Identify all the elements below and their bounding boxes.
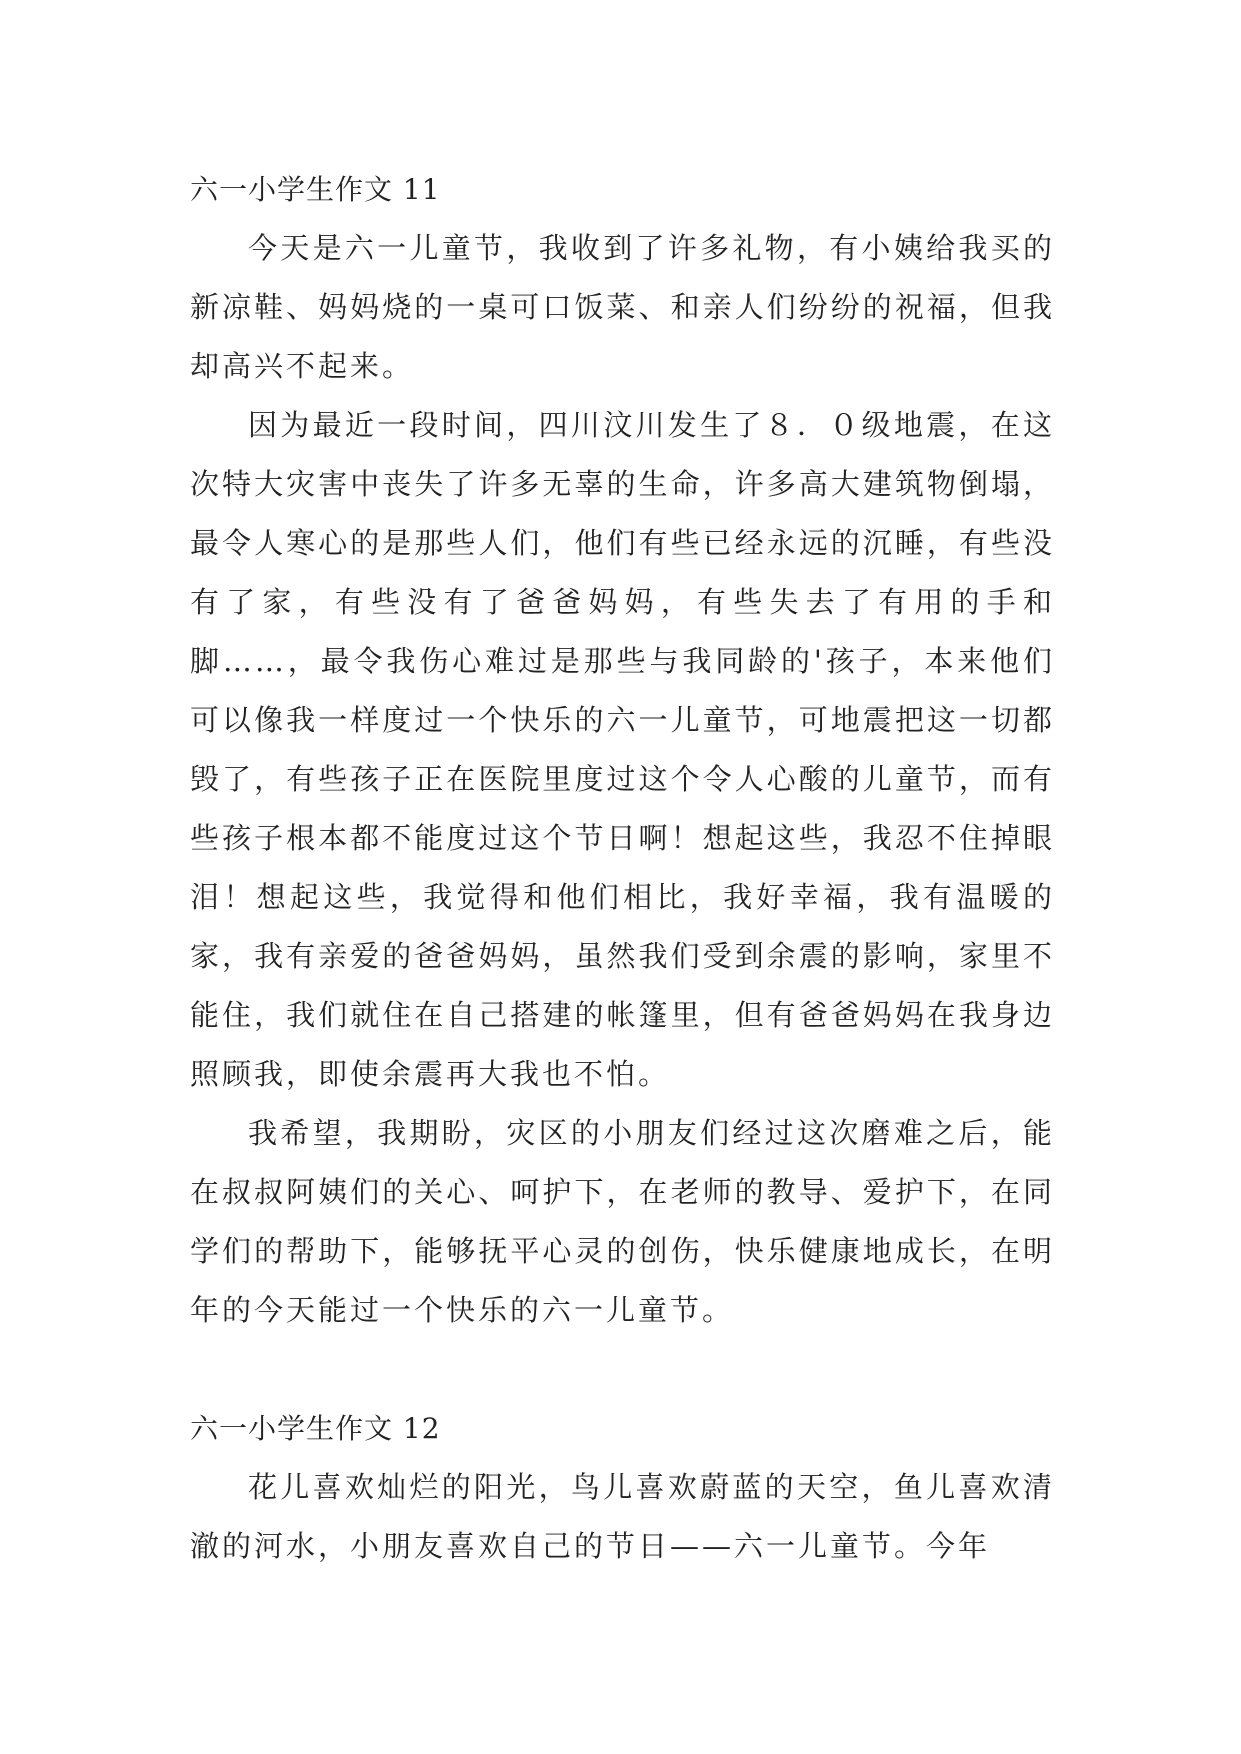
essay-paragraph: 因为最近一段时间，四川汶川发生了８．０级地震，在这次特大灾害中丧失了许多无辜的生命，许多高大建筑物倒塌，最令人寒心的是那些人们，他们有些已经永远的沉睡，有些没有了家，有些没有了爸爸妈妈，有些失去了有用的手和脚……，最令我伤心难过是那些与我同龄的'孩子，本来他们可以像我一样度过一个快乐的六一儿童节，可地震把这一切都毁了，有些孩子正在医院里度过这个令人心酸的儿童节，而有些孩子根本都不能度过这个节日啊！想起这些，我忍不住掉眼泪！想起这些，我觉得和他们相比，我好幸福，我有温暖的家，我有亲爱的爸爸妈妈，虽然我们受到余震的影响，家里不能住，我们就住在自己搭建的帐篷里，但有爸爸妈妈在我身边照顾我，即使余震再大我也不怕。: [190, 408, 1055, 1091]
essay-paragraph: 今天是六一儿童节，我收到了许多礼物，有小姨给我买的新凉鞋、妈妈烧的一桌可口饭菜、和亲人们纷纷的祝福，但我却高兴不起来。: [190, 231, 1055, 383]
document-content: [190, 160, 1055, 1576]
essay-paragraph: 花儿喜欢灿烂的阳光，鸟儿喜欢蔚蓝的天空，鱼儿喜欢清澈的河水，小朋友喜欢自己的节日——六一儿童节。今年: [190, 1470, 1055, 1563]
essay-paragraph: 我希望，我期盼，灾区的小朋友们经过这次磨难之后，能在叔叔阿姨们的关心、呵护下，在老师的教导、爱护下，在同学们的帮助下，能够抚平心灵的创伤，快乐健康地成长，在明年的今天能过一个快乐的六一儿童节。: [190, 1116, 1055, 1327]
essay-11: [190, 160, 1055, 1340]
essay-title: 六一小学生作文 12: [190, 1412, 441, 1445]
essay-title: 六一小学生作文 11: [190, 173, 441, 206]
section-gap: [190, 1340, 1055, 1399]
essay-12: [190, 1399, 1055, 1576]
